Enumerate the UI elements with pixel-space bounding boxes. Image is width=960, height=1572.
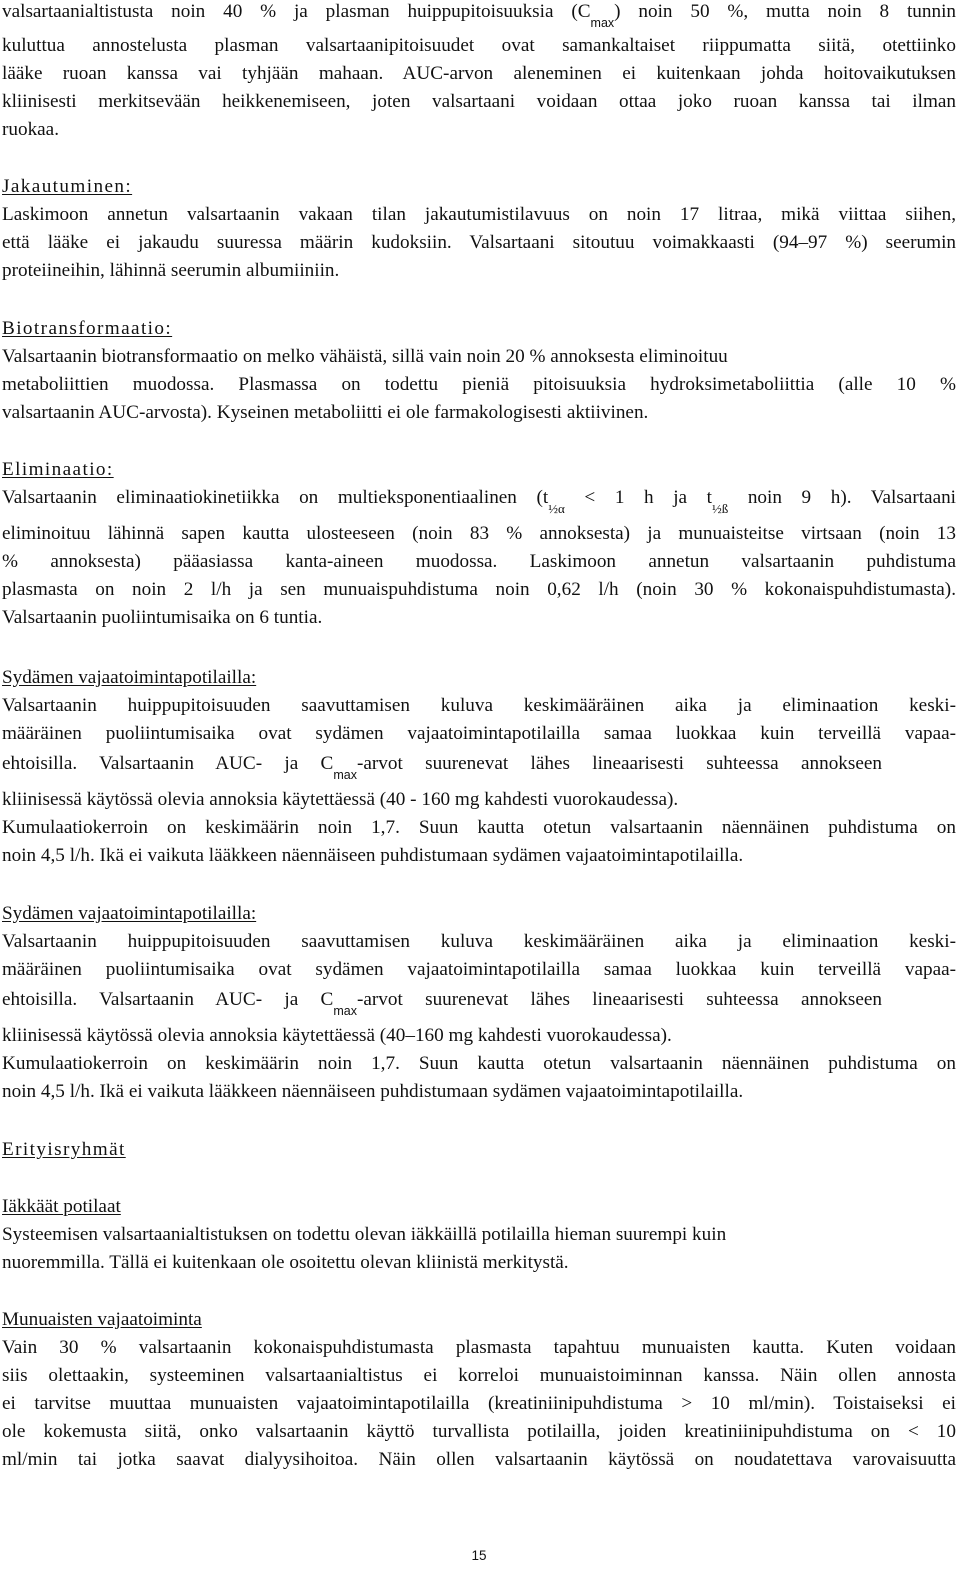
paragraph-line: plasmasta on noin 2 l/h ja sen munuaispuhdistuma noin 0,62 l/h (noin 30 % kokonaispuhdistumasta). [2,579,956,600]
section-heading-sydamen-vajaatoiminta: Sydämen vajaatoimintapotilailla: [2,667,257,688]
paragraph-line: % annoksesta) pääasiassa kanta-aineen muodossa. Laskimoon annetun valsartaanin puhdistuma [2,551,956,572]
paragraph-line: ml/min tai jotka saavat dialyysihoitoa. Näin ollen valsartaanin käytössä on noudatettava varovaisuutta [2,1449,956,1470]
page-number: 15 [471,1548,487,1563]
paragraph-line: siis olettaakin, systeeminen valsartaanialtistus ei korreloi munuaistoiminnan kanssa. Näin ollen annosta [2,1365,956,1386]
paragraph-line: proteiineihin, lähinnä seerumin albumiiniin. [2,260,340,281]
paragraph-line: Kumulaatiokerroin on keskimäärin noin 1,7. Suun kautta otetun valsartaanin näennäinen puhdistuma on [2,1053,956,1074]
paragraph-line: Kumulaatiokerroin on keskimäärin noin 1,7. Suun kautta otetun valsartaanin näennäinen puhdistuma on [2,817,956,838]
paragraph-line: ruokaa. [2,119,60,140]
section-heading-eliminaatio: Eliminaatio: [2,459,114,480]
paragraph-line: Valsartaanin puoliintumisaika on 6 tuntia. [2,607,323,628]
paragraph-line: määräinen puoliintumisaika ovat sydämen vajaatoimintapotilailla samaa luokkaa kuin terveillä vapaa- [2,723,956,744]
paragraph-line: valsartaanialtistusta noin 40 % ja plasman huippupitoisuuksia $(C_{max})$ noin 50 %, mutta noin 8 tunnin [2,1,956,30]
paragraph-line: ehtoisilla. Valsartaanin AUC- ja $C_{max}$-arvot suurenevat lähes lineaarisesti suhteessa annokseen [2,989,882,1018]
paragraph-line: Valsartaanin huippupitoisuuden saavuttamisen kuluva keskimääräinen aika ja eliminaation keski- [2,931,956,952]
paragraph-line: metaboliittien muodossa. Plasmassa on todettu pieniä pitoisuuksia hydroksimetaboliittia (alle 10 % [2,374,956,395]
paragraph-line: kliinisessä käytössä olevia annoksia käytettäessä (40–160 mg kahdesti vuorokaudessa). [2,1025,672,1046]
paragraph-line: ehtoisilla. Valsartaanin AUC- ja $C_{max}$-arvot suurenevat lähes lineaarisesti suhteessa annokseen [2,753,882,782]
paragraph-line: noin 4,5 l/h. Ikä ei vaikuta lääkkeen näennäiseen puhdistumaan sydämen vajaatoimintapotilailla. [2,845,744,866]
paragraph-line: kuluttua annostelusta plasman valsartaanipitoisuudet ovat samankaltaiset riippumatta siitä, otettiinko [2,35,956,56]
section-heading-erityisryhmat: Erityisryhmät [2,1139,126,1160]
paragraph-line: ole kokemusta siitä, onko valsartaanin käyttö turvallista potilailla, joiden kreatiniinipuhdistuma on < 10 [2,1421,956,1442]
section-heading-munuaisten-vajaatoiminta: Munuaisten vajaatoiminta [2,1309,202,1330]
section-heading-jakautuminen: Jakautuminen: [2,176,133,197]
paragraph-line: Systeemisen valsartaanialtistuksen on todettu olevan iäkkäillä potilailla hieman suurempi kuin [2,1224,727,1245]
paragraph-line: nuoremmilla. Tällä ei kuitenkaan ole osoitettu olevan kliinistä merkitystä. [2,1252,569,1273]
paragraph-line: Laskimoon annetun valsartaanin vakaan tilan jakautumistilavuus on noin 17 litraa, mikä viittaa siihen, [2,204,956,225]
paragraph-line: että lääke ei jakaudu suuressa määrin kudoksiin. Valsartaani sitoutuu voimakkaasti (94–97 %) seerumin [2,232,956,253]
paragraph-line: Valsartaanin eliminaatiokinetiikka on multieksponentiaalinen ($t_{\frac{1}{2}\alpha} < 1$ h ja $t_{\frac{1}{2}ß}$ noin 9 h). Valsartaani [2,487,957,516]
paragraph-line: Valsartaanin huippupitoisuuden saavuttamisen kuluva keskimääräinen aika ja eliminaation keski- [2,695,956,716]
paragraph-line: valsartaanin AUC-arvosta). Kyseinen metaboliitti ei ole farmakologisesti aktiivinen. [2,402,649,423]
paragraph-line: lääke ruoan kanssa vai tyhjään mahaan. AUC-arvon aleneminen ei kuitenkaan johda hoitovaikutuksen [2,63,956,84]
section-heading-biotransformaatio: Biotransformaatio: [2,318,173,339]
paragraph-line: kliinisesti merkitsevään heikkenemiseen, joten valsartaani voidaan ottaa joko ruoan kanssa tai ilman [2,91,956,112]
section-heading-sydamen-vajaatoiminta: Sydämen vajaatoimintapotilailla: [2,903,257,924]
paragraph-line: ei tarvitse muuttaa munuaisten vajaatoimintapotilailla (kreatiniinipuhdistuma > 10 ml/min). Toistaiseksi ei [2,1393,956,1414]
paragraph-line: Vain 30 % valsartaanin kokonaispuhdistumasta plasmasta tapahtuu munuaisten kautta. Kuten voidaan [2,1337,956,1358]
paragraph-line: noin 4,5 l/h. Ikä ei vaikuta lääkkeen näennäiseen puhdistumaan sydämen vajaatoimintapotilailla. [2,1081,744,1102]
paragraph-line: määräinen puoliintumisaika ovat sydämen vajaatoimintapotilailla samaa luokkaa kuin terveillä vapaa- [2,959,956,980]
section-heading-iakkaat-potilaat: Iäkkäät potilaat [2,1196,121,1217]
paragraph-line: Valsartaanin biotransformaatio on melko vähäistä, sillä vain noin 20 % annoksesta eliminoituu [2,346,728,367]
paragraph-line: kliinisessä käytössä olevia annoksia käytettäessä (40 - 160 mg kahdesti vuorokaudessa). [2,789,679,810]
paragraph-line: eliminoituu lähinnä sapen kautta ulosteeseen (noin 83 % annoksesta) ja munuaisteitse virtsaan (noin 13 [2,523,956,544]
